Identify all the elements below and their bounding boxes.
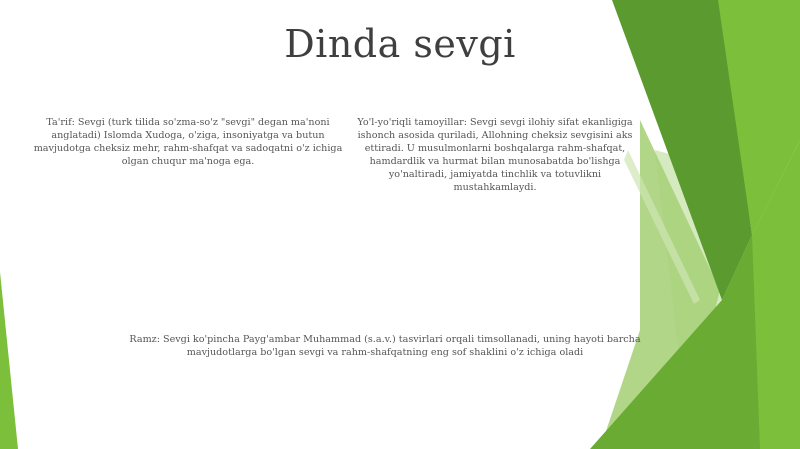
principles-text: Yo'l-yo'riqli tamoyillar: Sevgi sevgi ilohiy sifat ekanligiga ishonch asosida quriladi, Allohning cheksiz sevgisini aks ettiradi. U musulmonlarni boshqalarga rahm-shafqat, hamdardlik va hurmat bilan munosabatda bo'lishga yo'naltiradi, jamiyatda tinchlik va totuvlikni mustahkamlaydi. — [357, 117, 633, 193]
left-edge-facet — [0, 272, 18, 449]
symbol-text: Ramz: Sevgi ko'pincha Payg'ambar Muhammad (s.a.v.) tasvirlari orqali timsollanadi, uning hayoti barcha mavjudotlarga bo'lgan sevgi va rahm-shafqatning eng sof shaklini o'z ichiga oladi — [129, 334, 641, 358]
definition-text: Ta'rif: Sevgi (turk tilida so'zma-so'z "sevgi" degan ma'noni anglatadi) Islomda Xudoga, o'ziga, insoniyatga va butun mavjudotga cheksiz mehr, rahm-shafqat va sadoqatni o'z ichiga olgan chuqur ma'noga ega. — [33, 117, 343, 167]
slide-title: Dinda sevgi — [284, 22, 516, 66]
